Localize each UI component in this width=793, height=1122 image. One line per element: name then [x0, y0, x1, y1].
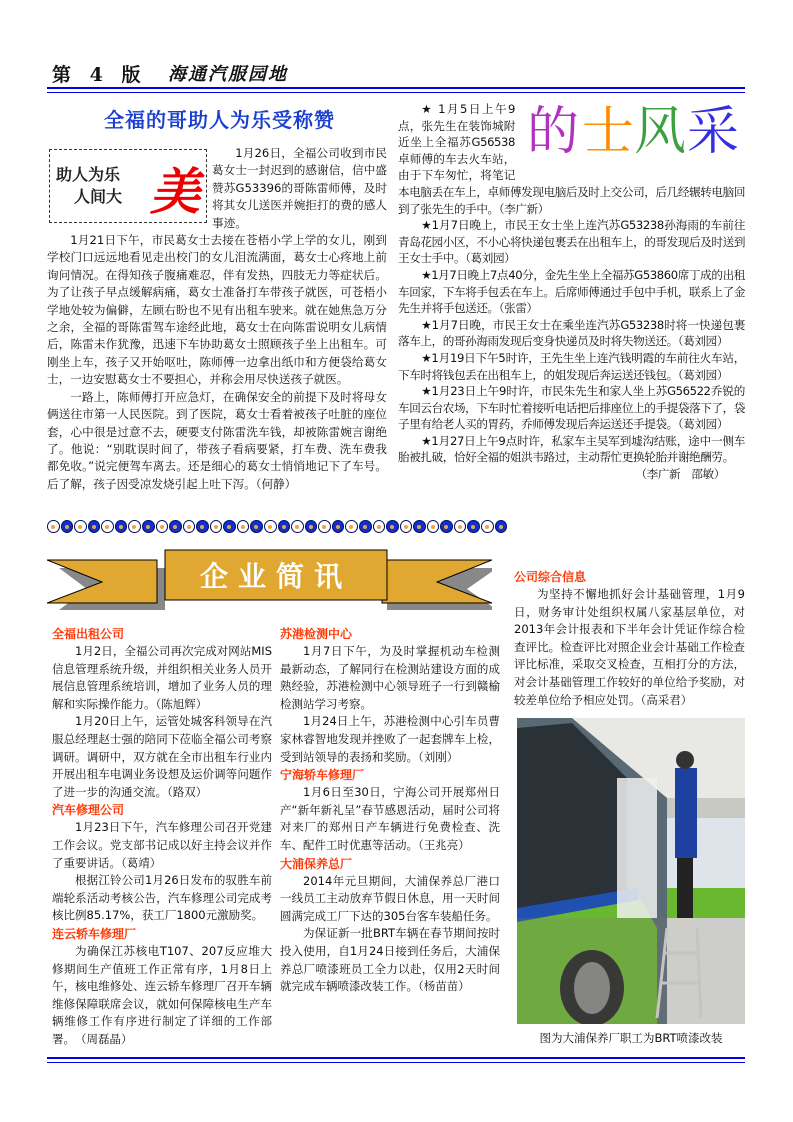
paragraph: 1月21日下午，市民葛女士去接在苍梧小学上学的女儿，刚到学校门口远远地看见走出校门的女儿泪流满面，葛女士心疼地上前询问情况。在得知孩子腹痛难忍，伴有发热，四肢无力等症状后。为了让孩子早点缓解病痛，葛女士准备打车带孩子就医，可苍梧小学地处较为偏僻，左顾右盼也不见有出租车驶来。就在她焦急万分之余，全福的哥陈雷驾车途经此地，葛女士在向陈雷说明女儿病情后，陈雷未作犹豫，迅速下车协助葛女士照顾孩子坐上出租车。可刚坐上车，孩子又开始呕吐，陈师傅一边拿出纸巾和方便袋给葛女士，一边安慰葛女士不要担心，并称会用尽快送孩子就医。	[47, 233, 387, 387]
paragraph: 为确保江苏核电T107、207反应堆大修期间生产值班工作正常有序，1月8日上午，核电维修处、连云轿车修理厂召开车辆维修保障联席会议，就如何保障核电生产车辆维修工作有序进行制定了详细的工作部署。 （周磊晶）	[52, 943, 272, 1046]
news-item: ★1月23日上午9时许，市民朱先生和家人坐上苏G56522乔锐的车回云台农场，下车时忙着接听电话把后排座位上的手提袋落下了，袋子里有给老人买的胃药，乔师傅发现后奔运送还手提袋。（葛刘园）	[398, 384, 746, 432]
bead	[495, 520, 508, 533]
badge-char: 美	[150, 162, 200, 221]
bead	[88, 520, 101, 533]
bead	[128, 520, 141, 533]
section-heading: 连云轿车修理厂	[52, 926, 137, 941]
bead	[373, 520, 386, 533]
paragraph: 1月23日下午，汽车修理公司召开党建工作会议。党支部书记成以好主持会议并作了重要讲话。（葛靖）	[52, 820, 272, 870]
lead-article-title: 全福的哥助人为乐受称赞	[104, 108, 335, 132]
footer-rule-thin	[47, 1062, 745, 1063]
news-item: ★1月27日上午9点时许，私家车主吴军到墟沟结账，途中一侧车胎被扎破，恰好全福的姐洪韦路过，主动帮忙更换轮胎并谢绝酬劳。	[398, 433, 745, 465]
news-item: ★ 1月5日上午9点，张先生在装饰城附近坐上全福苏G56538卓师傅的车去火车站，由于下车匆忙，将笔记本电脑丢在车上，卓师傅发现电脑后及时上交公司，后几经辗转电脑回到了张先生的手中。（李广新）	[398, 102, 746, 216]
section-heading: 汽车修理公司	[52, 803, 125, 818]
bead	[318, 520, 331, 533]
section-heading: 宁海轿车修理厂	[280, 768, 365, 783]
bead	[142, 520, 155, 533]
bead	[413, 520, 426, 533]
bead	[332, 520, 345, 533]
bead	[169, 520, 182, 533]
news-item: ★1月19日下午5时许，王先生坐上连汽钱明霞的车前往火车站，下车时将钱包丢在出租车上，的姐发现后奔运送还钱包。（葛刘园）	[398, 350, 745, 382]
bead	[47, 520, 60, 533]
bead	[291, 520, 304, 533]
bead	[481, 520, 494, 533]
bead	[305, 520, 318, 533]
bus-painting-photo	[517, 718, 745, 1024]
bead	[400, 520, 413, 533]
paragraph: 根据江铃公司1月26日发布的驭胜车前端轮系活动考核公告，汽车修理公司完成考核比例85.17%，获工厂1800元激励奖。	[52, 873, 272, 923]
banner-text: 企业简讯	[199, 560, 353, 593]
paragraph: 1月6日至30日，宁海公司开展郑州日产“新年新礼呈”春节感恩活动，届时公司将对来厂的郑州日产车辆进行免费检查、洗车、配件工时优惠等活动。（王兆亮）	[280, 785, 500, 852]
bead-divider	[47, 520, 507, 534]
bead	[115, 520, 128, 533]
header-rule	[47, 87, 745, 89]
section-heading: 全福出租公司	[52, 627, 125, 641]
section-heading: 公司综合信息	[514, 570, 587, 584]
paragraph: 1月26日，全福公司收到市民葛女士一封迟到的感谢信，信中盛赞苏G53396的哥陈雷师傅，及时将其女儿送医并婉拒打的费的感人事迹。	[212, 146, 387, 230]
bead	[74, 520, 87, 533]
photo-caption: 图为大浦保养厂职工为BRT喷漆改装	[539, 1031, 723, 1045]
header-rule-thin	[47, 92, 745, 93]
bead	[278, 520, 291, 533]
paragraph: 一路上，陈师傅打开应急灯，在确保安全的前提下及时将母女俩送往市第一人民医院。到了医院，葛女士看着被孩子吐脏的座位套，心中很是过意不去，硬要支付陈雷洗车钱，却被陈雷婉言谢绝了。他说：“别耽误时间了，带孩子看病要紧，打车费、洗车费我都免收。”说完便驾车离去。还是细心的葛女士悄悄地记下了车号。后了解，孩子因受凉发烧引起上吐下泻。（何静）	[47, 389, 387, 491]
paragraph: 为保证新一批BRT车辆在春节期间按时投入使用，自1月24日接到任务后，大浦保养总厂喷漆班员工全力以赴，仅用2天时间就完成车辆喷漆改装工作。（杨苗苗）	[280, 926, 500, 994]
title-char: 采	[687, 102, 740, 162]
paragraph: 1月2日，全福公司再次完成对网站MIS信息管理系统升级，并组织相关业务人员开展信息管理系统培训，增加了业务人员的理解和实际操作能力。（陈旭辉）	[52, 644, 272, 711]
title-char: 的	[527, 102, 580, 162]
briefs-banner	[47, 548, 492, 618]
bead	[156, 520, 169, 533]
bead	[61, 520, 74, 533]
ribbon-tail-left	[47, 560, 157, 603]
signature: （李广新 邵敏）	[635, 467, 725, 482]
paragraph: 1月7日下午，为及时掌握机动车检测最新动态，了解同行在检测站建设方面的成熟经验，苏港检测中心领导班子一行到赣榆检测站学习考察。	[280, 644, 500, 711]
briefs-column-1	[52, 625, 272, 1048]
bead	[359, 520, 372, 533]
news-item: ★1月7日晚上，市民王女士坐上连汽苏G53238孙海雨的车前往青岛花园小区，不小心将快递包裹丢在出租车上，的哥发现后及时送到王女士手中。（葛刘园）	[398, 218, 746, 266]
briefs-column-3	[514, 568, 745, 709]
taxi-style-column	[398, 101, 745, 483]
paragraph: 2014年元旦期间，大浦保养总厂港口一线员工主动放弃节假日休息，用一天时间圆满完成工厂下达的305台客车装船任务。	[280, 873, 500, 923]
bead	[196, 520, 209, 533]
bead	[183, 520, 196, 533]
edition-number: 第 4 版	[52, 64, 147, 86]
title-char: 风	[634, 102, 687, 162]
section-heading: 苏港检测中心	[280, 627, 353, 641]
badge-line2: 人间大	[74, 187, 123, 206]
paragraph: 1月20日上午，运管处城客科领导在汽服总经理赵士强的陪同下莅临全福公司考察调研。调研中，双方就在全市出租车行业内开展出租车电调业务设想及运价调等问题作了进一步的沟通交流。（路双）	[52, 714, 272, 799]
news-item: ★1月7日晚，市民王女士在乘坐连汽苏G53238时将一快递包裹落车上，的哥孙海雨发现后变身快递员及时将失物送还。（葛刘园）	[398, 317, 745, 349]
bead	[223, 520, 236, 533]
bead	[264, 520, 277, 533]
badge-graphic	[49, 149, 207, 223]
bead	[467, 520, 480, 533]
title-char: 士	[582, 102, 635, 162]
section-heading: 大浦保养总厂	[280, 856, 353, 871]
paper-name: 海通汽服园地	[168, 64, 288, 85]
bead	[345, 520, 358, 533]
footer-rule	[47, 1057, 745, 1059]
bead	[454, 520, 467, 533]
paragraph: 1月24日上午，苏港检测中心引车员曹家林睿智地发现并挫败了一起套牌车上检，受到站领导的表扬和奖励。（刘刚）	[280, 714, 500, 764]
briefs-column-2	[280, 625, 500, 996]
badge-line1: 助人为乐	[56, 165, 121, 184]
taxi-style-title-graphic	[519, 101, 745, 175]
bead	[237, 520, 250, 533]
bead	[427, 520, 440, 533]
news-item: ★1月7日晚上7点40分，金先生坐上全福苏G53860席丁成的出租车回家，下车将手包丢在车上。后席师傅通过手包中手机，联系上了金先生并将手包送还。（张雷）	[398, 267, 746, 316]
bead	[210, 520, 223, 533]
bead	[386, 520, 399, 533]
bead	[250, 520, 263, 533]
lead-article	[47, 141, 387, 493]
bead	[101, 520, 114, 533]
paragraph: 为坚持不懈地抓好会计基础管理，1月9日，财务审计处组织权属八家基层单位，对2013年会计报表和下半年会计凭证作综合检查评比。检查评比对照企业会计基础工作检查评比标准，采取交叉检查，互相打分的方法，对会计基础管理工作较好的单位给予奖励，对较差单位给予相应处罚。（高采君）	[514, 587, 745, 707]
bead	[440, 520, 453, 533]
